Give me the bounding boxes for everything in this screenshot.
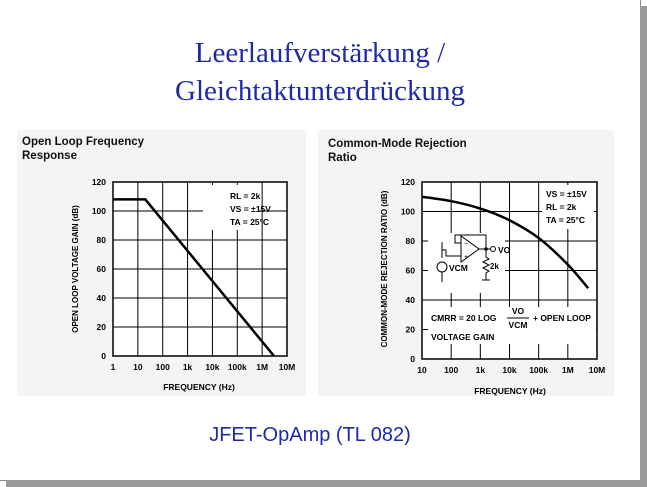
chart2-title-line2: Ratio: [328, 152, 357, 164]
open-loop-chart: [17, 130, 306, 396]
chart1-y-tick-label: 0: [101, 351, 106, 361]
chart1-y-tick-label: 60: [96, 264, 106, 274]
formula-line2: VOLTAGE GAIN: [431, 332, 495, 342]
open-loop-panel: [17, 130, 306, 396]
chart2-x-tick-label: 100: [444, 365, 459, 375]
schematic-vo-label: VO: [498, 245, 511, 255]
chart2-x-tick-label: 10: [417, 365, 427, 375]
chart2-y-tick-label: 80: [405, 236, 415, 246]
chart1-condition-ta: TA = 25°C: [230, 217, 270, 227]
chart1-x-tick-label: 100k: [227, 362, 247, 372]
schematic-vcm-label: VCM: [449, 263, 468, 273]
chart2-y-tick-label: 120: [400, 177, 415, 187]
slide-caption: JFET-OpAmp (TL 082): [209, 424, 411, 446]
chart2-title-line1: Common-Mode Rejection: [328, 138, 467, 150]
formula-suffix: + OPEN LOOP: [533, 313, 591, 323]
chart1-condition-rl: RL = 2k: [230, 191, 261, 201]
slide-title-line1: Leerlaufverstärkung /: [194, 37, 446, 69]
formula-denominator: VCM: [508, 320, 528, 330]
test-circuit-schematic: [428, 233, 511, 293]
cmrr-formula: [428, 306, 596, 344]
chart1-x-tick-label: 1: [110, 362, 116, 372]
chart2-y-tick-label: 20: [405, 324, 415, 335]
chart1-x-axis-label: FREQUENCY (Hz): [163, 382, 235, 392]
chart1-y-tick-label: 40: [96, 293, 106, 303]
formula-prefix: CMRR = 20 LOG: [431, 313, 497, 323]
chart1-x-tick-label: 1M: [256, 362, 269, 372]
chart2-y-tick-label: 60: [405, 265, 415, 276]
chart2-x-tick-label: 100k: [529, 365, 549, 375]
slide-shadow-bottom: [6, 480, 647, 487]
chart1-y-tick-label: 120: [91, 177, 106, 187]
chart2-y-tick-label: 100: [400, 206, 415, 217]
chart1-x-tick-label: 100: [155, 362, 170, 372]
chart2-x-axis-label: FREQUENCY (Hz): [474, 386, 546, 396]
chart2-x-tick-label: 10M: [588, 365, 606, 375]
cmrr-panel: [318, 130, 614, 396]
chart2-x-tick-label: 10k: [502, 365, 517, 375]
chart1-title-line1: Open Loop Frequency: [22, 136, 145, 148]
chart1-y-tick-label: 80: [96, 235, 106, 245]
slide-shadow-right: [640, 6, 647, 487]
chart2-y-tick-label: 40: [405, 295, 415, 305]
chart1-title-line2: Response: [22, 150, 77, 162]
vcm-source-symbol: [437, 262, 447, 272]
chart1-y-axis-label: OPEN LOOP VOLTAGE GAIN (dB): [71, 205, 80, 333]
svg-text:+: +: [464, 254, 469, 261]
svg-text:−: −: [464, 241, 469, 248]
chart1-x-tick-label: 10M: [278, 362, 296, 372]
formula-numerator: VO: [511, 306, 525, 316]
chart1-y-tick-label: 100: [91, 206, 106, 216]
schematic-resistor-label: 2k: [490, 262, 499, 271]
chart2-y-tick-label: 0: [410, 354, 415, 364]
chart2-condition-rl: RL = 2k: [546, 202, 577, 212]
chart2-x-tick-label: 1M: [561, 365, 574, 375]
chart1-condition-vs: VS = ±15V: [230, 204, 271, 214]
chart1-x-tick-label: 10k: [205, 362, 220, 372]
slide-title-line2: Gleichtaktunterdrückung: [175, 75, 465, 107]
chart2-x-tick-label: 1k: [475, 365, 486, 375]
chart2-condition-vs: VS = ±15V: [546, 189, 587, 199]
chart1-y-tick-label: 20: [96, 322, 106, 332]
cmrr-chart: [318, 130, 614, 396]
chart1-x-tick-label: 10: [133, 362, 143, 372]
chart2-condition-ta: TA = 25°C: [546, 215, 586, 225]
chart2-y-axis-label: COMMON-MODE REJECTION RATIO (dB): [380, 190, 389, 348]
chart1-x-tick-label: 1k: [182, 362, 193, 372]
